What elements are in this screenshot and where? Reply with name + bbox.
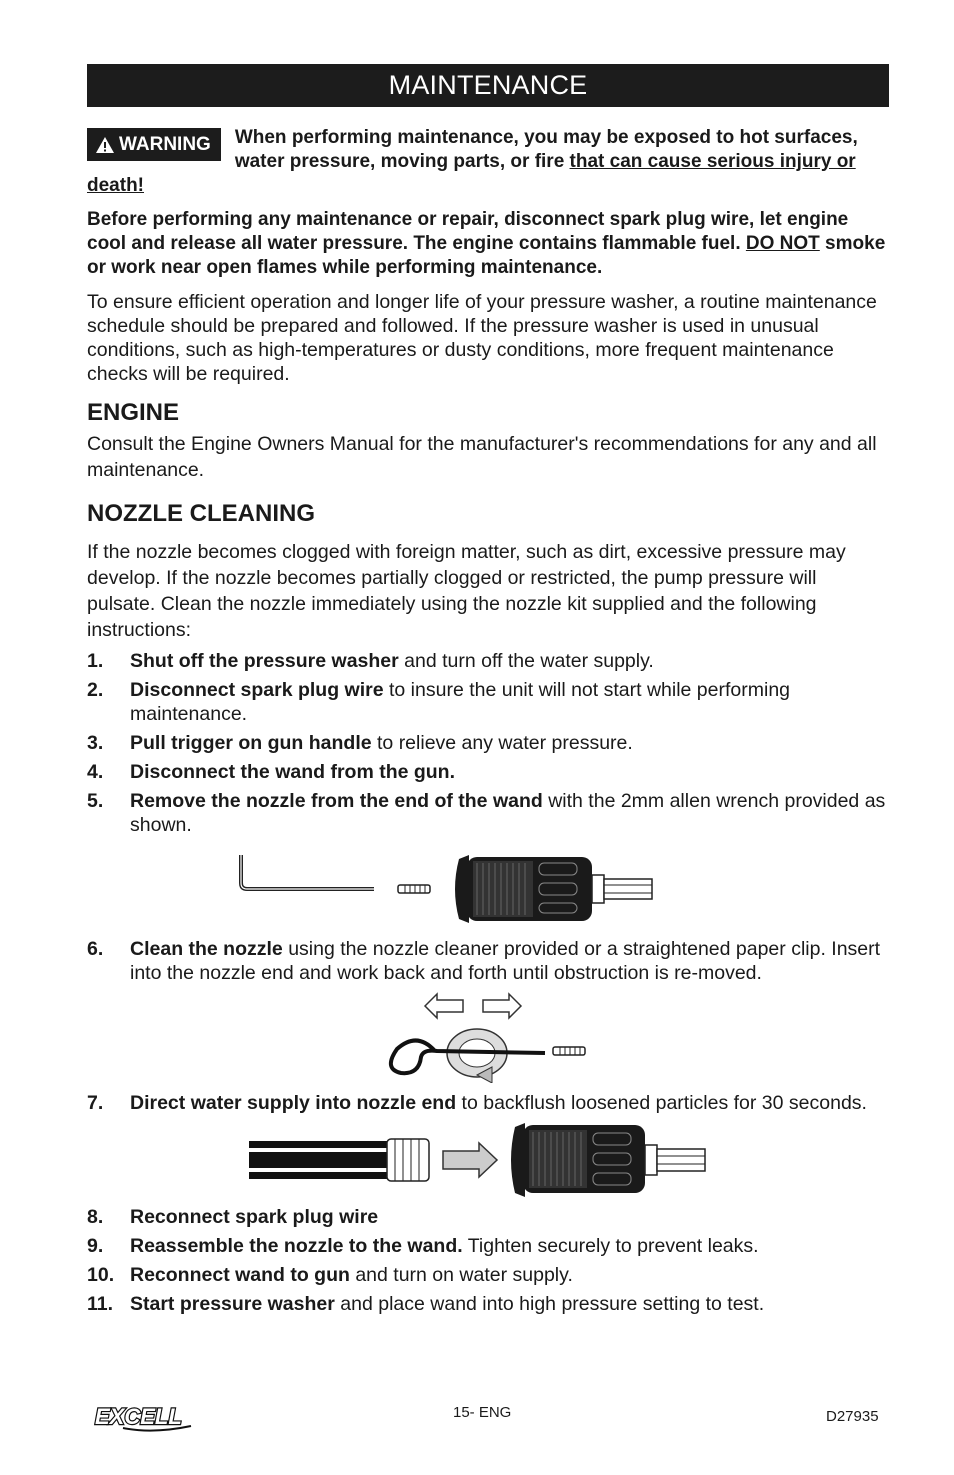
brand-logo-icon <box>93 1400 193 1434</box>
caution-text-1: Before performing any maintenance or repair, disconnect spark plug wire, let engine cool and release all water pressure. The engine contains flammable fuel. <box>87 209 849 254</box>
caution-paragraph <box>87 208 889 280</box>
nozzle-steps <box>87 649 889 1316</box>
step-7: 7. Direct water supply into nozzle end to backflush loosened particles for 30 seconds. <box>87 1092 867 1114</box>
document-id: D27935 <box>826 1408 879 1425</box>
step-9: 9. Reassemble the nozzle to the wand. Tighten securely to prevent leaks. <box>87 1235 759 1257</box>
backflush-illustration <box>247 1121 707 1199</box>
nozzle-cleaner-illustration <box>377 991 637 1083</box>
warning-triangle-icon <box>95 136 115 154</box>
figure-cleaning-row <box>87 991 889 1083</box>
caution-text-2: smoke or work near open flames while performing maintenance. <box>87 233 886 278</box>
page <box>87 64 889 1316</box>
excell-logo <box>93 1400 193 1439</box>
step-6: 6. Clean the nozzle using the nozzle cleaner provided or a straightened paper clip. Insert into the nozzle end and work back and forth until obstruction is re-moved. <box>87 938 881 984</box>
caution-do-not: DO NOT <box>745 233 820 254</box>
step-11: 11. Start pressure washer and place wand into high pressure setting to test. <box>87 1293 765 1315</box>
step-3: 3. Pull trigger on gun handle to relieve any water pressure. <box>87 732 633 754</box>
warning-underlined-text: that can cause serious injury or death! <box>87 151 856 196</box>
intro-paragraph: To ensure efficient operation and longer life of your pressure washer, a routine maintenance schedule should be prepared and followed. If the pressure washer is used in unusual conditions, such as high-temperatures or dusty conditions, more frequent maintenance checks will be required. <box>87 291 877 385</box>
warning-badge <box>87 128 221 161</box>
warning-badge-label: WARNING <box>119 133 211 155</box>
step-5: 5. Remove the nozzle from the end of the wand with the 2mm allen wrench provided as shown. <box>87 790 886 836</box>
step-8: 8. Reconnect spark plug wire <box>87 1206 379 1228</box>
step-4: 4. Disconnect the wand from the gun. <box>87 761 456 783</box>
engine-paragraph: Consult the Engine Owners Manual for the manufacturer's recommendations for any and all maintenance. <box>87 433 877 481</box>
nozzle-cleaning-heading: NOZZLE CLEANING <box>87 500 315 527</box>
warning-text: When performing maintenance, you may be exposed to hot surfaces, water pressure, moving parts, or fire <box>234 127 858 172</box>
nozzle-paragraph: If the nozzle becomes clogged with foreign matter, such as dirt, excessive pressure may develop. If the nozzle becomes partially clogged or restricted, the pump pressure will pulsate. Clean the nozzle immediately using the nozzle kit supplied and the following instructions: <box>87 541 846 641</box>
step-10: 10. Reconnect wand to gun and turn on water supply. <box>87 1264 573 1286</box>
figure-wrench-row <box>87 849 889 929</box>
warning-block <box>87 126 889 198</box>
figure-backflush-row <box>87 1121 889 1199</box>
svg-text:EXCELL: EXCELL <box>95 1404 182 1429</box>
page-title: MAINTENANCE <box>388 70 588 100</box>
step-2: 2. Disconnect spark plug wire to insure the unit will not start while performing maintenance. <box>87 679 791 725</box>
engine-heading: ENGINE <box>87 399 180 426</box>
step-1: 1. Shut off the pressure washer and turn off the water supply. <box>87 650 654 672</box>
allen-wrench-nozzle-illustration <box>237 849 837 929</box>
section-title-bar <box>87 64 889 107</box>
page-number: 15- ENG <box>453 1404 512 1421</box>
